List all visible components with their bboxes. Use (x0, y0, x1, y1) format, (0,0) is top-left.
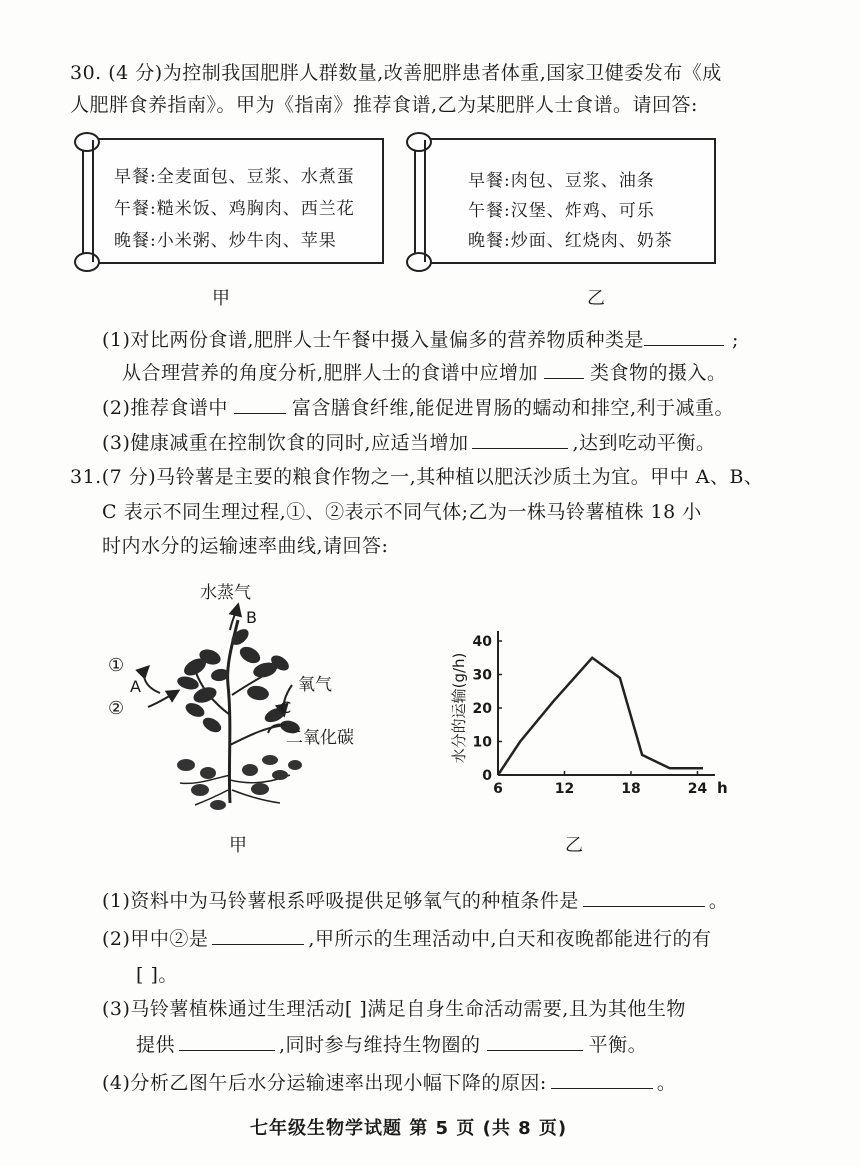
menu-jia-dinner: 晚餐:小米粥、炒牛肉、苹果 (114, 231, 337, 251)
y-tick-label: 0 (482, 768, 492, 784)
water-transport-chart (430, 625, 730, 800)
q30-s3: (3)健康减重在控制饮食的同时,应适当增加 ,达到吃动平衡。 (102, 432, 716, 454)
y-tick-label: 20 (472, 701, 492, 717)
q31-line1: 31.(7 分)马铃薯是主要的粮食作物之一,其种植以肥沃沙质土为宜。甲中 A、B、 (70, 466, 764, 488)
q31-s3b: 提供 ,同时参与维持生物圈的 平衡。 (136, 1034, 648, 1056)
menu-jia-lunch: 午餐:糙米饭、鸡胸肉、西兰花 (114, 199, 355, 219)
x-axis-label: h (717, 779, 728, 797)
q31-line3: 时内水分的运输速率曲线,请回答: (102, 535, 389, 557)
menu-yi-lunch: 午餐:汉堡、炸鸡、可乐 (468, 201, 655, 221)
label-A: A (130, 677, 141, 696)
menu-yi-breakfast: 早餐:肉包、豆浆、油条 (468, 171, 655, 191)
q31-s1: (1)资料中为马铃薯根系呼吸提供足够氧气的种植条件是 。 (102, 890, 729, 912)
y-tick-label: 30 (472, 667, 492, 684)
q31-s2: (2)甲中②是 ,甲所示的生理活动中,白天和夜晚都能进行的有 (102, 928, 712, 950)
chart-yi-label: 乙 (565, 835, 583, 856)
q31-s4: (4)分析乙图午后水分运输速率出现小幅下降的原因: 。 (102, 1072, 677, 1094)
q31-line2: C 表示不同生理过程,①、②表示不同气体;乙为一株马铃薯植株 18 小 (102, 501, 702, 523)
y-tick-label: 40 (472, 634, 492, 650)
q31-s3a: (3)马铃薯植株通过生理活动[ ]满足自身生命活动需要,且为其他生物 (102, 998, 686, 1020)
x-tick-label: 24 (687, 781, 708, 797)
q31-s2c: [ ]。 (136, 964, 178, 986)
y-tick-label: 10 (472, 734, 492, 751)
label-co2: 二氧化碳 (286, 728, 354, 748)
label-water-vapor: 水蒸气 (200, 583, 251, 603)
q30-s1b: 从合理营养的角度分析,肥胖人士的食谱中应增加 类食物的摄入。 (122, 362, 727, 384)
menu-yi-label: 乙 (587, 288, 605, 309)
menu-yi-scroll (414, 138, 716, 264)
label-oxygen: 氧气 (298, 675, 332, 695)
menu-jia-label: 甲 (212, 288, 230, 309)
label-circle2: ② (108, 698, 125, 719)
x-tick-label: 6 (493, 781, 503, 797)
q30-line2: 人肥胖食养指南》。甲为《指南》推荐食谱,乙为某肥胖人士食谱。请回答: (70, 94, 698, 116)
menu-yi-dinner: 晚餐:炒面、红烧肉、奶茶 (468, 231, 673, 251)
x-tick-label: 18 (621, 781, 641, 797)
label-B: B (246, 608, 257, 627)
q30-s1a: (1)对比两份食谱,肥胖人士午餐中摄入量偏多的营养物质种类是 ; (102, 329, 739, 351)
figure-jia-label: 甲 (229, 835, 247, 856)
x-tick-label: 12 (554, 781, 575, 797)
series-line (498, 658, 703, 775)
label-circle1: ① (108, 655, 125, 676)
q30-s2: (2)推荐食谱中 富含膳食纤维,能促进胃肠的蠕动和排空,利于减重。 (102, 397, 735, 419)
potato-plant-figure (100, 575, 390, 815)
page-footer: 七年级生物学试题 第 5 页 (共 8 页) (250, 1118, 568, 1139)
y-axis-label: 水分的运输(g/h) (450, 652, 468, 764)
q30-line1: 30. (4 分)为控制我国肥胖人群数量,改善肥胖患者体重,国家卫健委发布《成 (70, 62, 722, 84)
menu-jia-breakfast: 早餐:全麦面包、豆浆、水煮蛋 (114, 167, 355, 187)
menu-jia-scroll (82, 138, 384, 264)
label-C: C (280, 698, 292, 717)
